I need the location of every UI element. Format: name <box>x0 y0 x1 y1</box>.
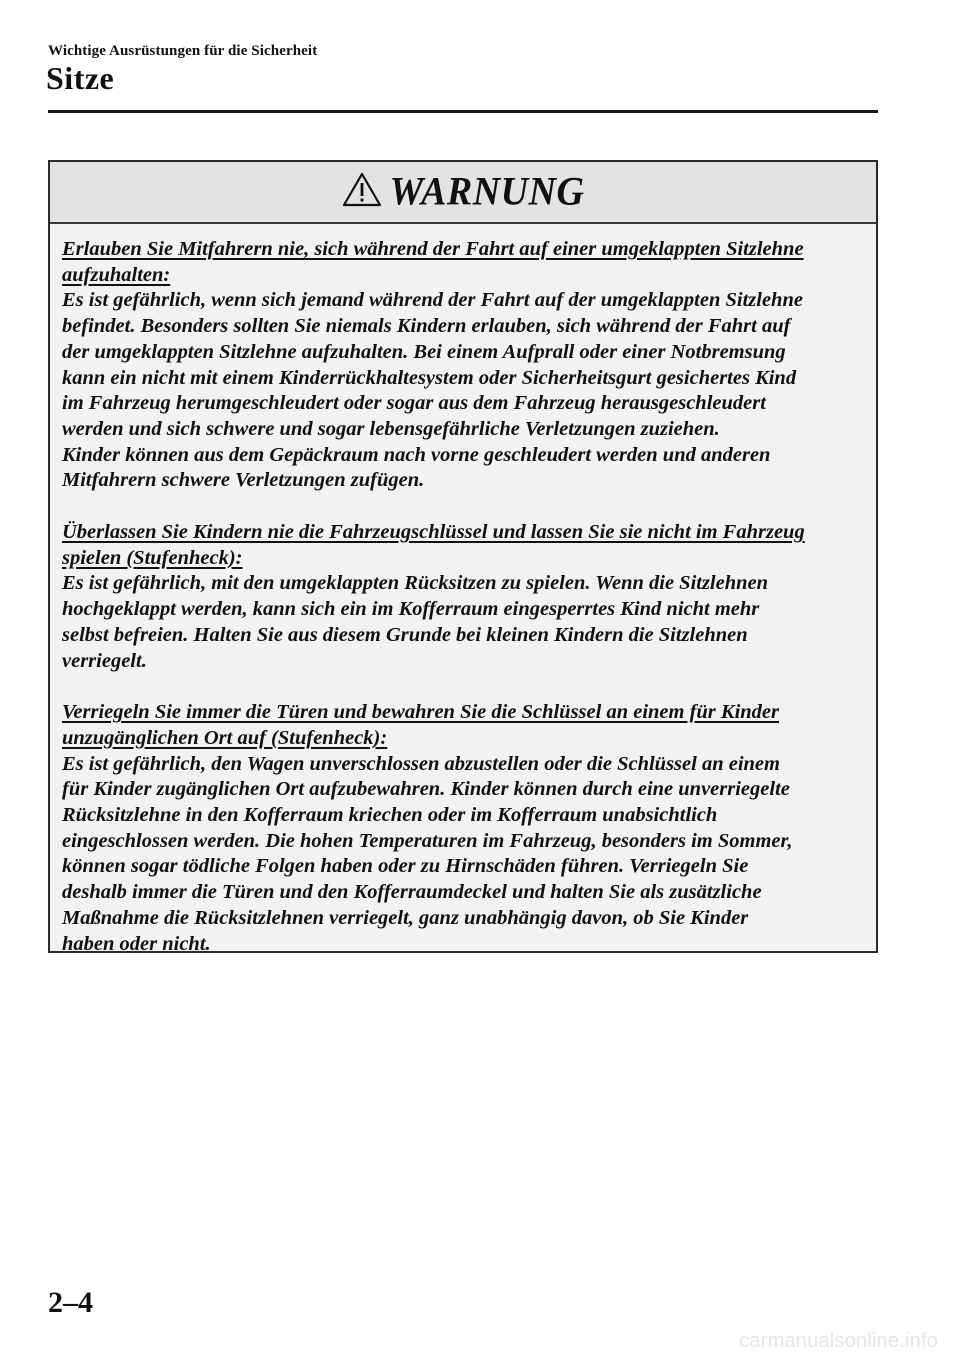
warning-text-line: befindet. Besonders sollten Sie niemals Kindern erlauben, sich während der Fahrt auf <box>62 315 791 338</box>
warning-text-line: im Fahrzeug herumgeschleudert oder sogar aus dem Fahrzeug herausgeschleudert <box>62 392 766 415</box>
warning-text-line: verriegelt. <box>62 649 147 672</box>
paragraph-gap <box>62 494 864 520</box>
warning-heading: Verriegeln Sie immer die Türen und bewahren Sie die Schlüssel an einem für Kinder unzugänglichen Ort auf (Stufenheck): <box>62 701 780 749</box>
warning-body <box>50 224 876 957</box>
warning-text-line: der umgeklappten Sitzlehne aufzuhalten. Bei einem Aufprall oder einer Notbremsung <box>62 340 786 363</box>
warning-text-line: Mitfahrern schwere Verletzungen zufügen. <box>62 469 425 492</box>
warning-text-line: für Kinder zugänglichen Ort aufzubewahren. Kinder können durch eine unverriegelte <box>62 778 790 801</box>
warning-text-line: selbst befreien. Halten Sie aus diesem Grunde bei kleinen Kindern die Sitzlehnen <box>62 623 748 646</box>
warning-heading: Erlauben Sie Mitfahrern nie, sich während der Fahrt auf einer umgeklappten Sitzlehne aufzuhalten: <box>62 238 804 286</box>
title-divider <box>48 110 878 113</box>
warning-text-line: eingeschlossen werden. Die hohen Temperaturen im Fahrzeug, besonders im Sommer, <box>62 829 793 852</box>
warning-text-line: werden und sich schwere und sogar lebensgefährliche Verletzungen zuziehen. <box>62 417 720 440</box>
page-number: 2–4 <box>48 1286 93 1319</box>
warning-text-line: kann ein nicht mit einem Kinderrückhaltesystem oder Sicherheitsgurt gesichertes Kind <box>62 366 797 389</box>
warning-text-line: Kinder können aus dem Gepäckraum nach vorne geschleudert werden und anderen <box>62 443 771 466</box>
warning-title: WARNUNG <box>389 169 585 215</box>
warning-text-line: Es ist gefährlich, mit den umgeklappten Rücksitzen zu spielen. Wenn die Sitzlehnen <box>62 572 769 595</box>
warning-triangle-icon <box>342 172 382 208</box>
section-label: Wichtige Ausrüstungen für die Sicherheit <box>48 43 318 59</box>
warning-text-line: Maßnahme die Rücksitzlehnen verriegelt, ganz unabhängig davon, ob Sie Kinder <box>62 906 749 929</box>
paragraph-gap <box>62 674 864 700</box>
warning-text-line: deshalb immer die Türen und den Kofferraumdeckel und halten Sie als zusätzliche <box>62 881 762 904</box>
warning-text-line: Rücksitzlehne in den Kofferraum kriechen oder im Kofferraum unabsichtlich <box>62 804 718 827</box>
watermark: carmanualsonline.info <box>739 1330 938 1352</box>
warning-header <box>50 162 876 224</box>
warning-text-line: können sogar tödliche Folgen haben oder zu Hirnschäden führen. Verriegeln Sie <box>62 855 749 878</box>
warning-box <box>48 160 878 953</box>
warning-text-line: Es ist gefährlich, den Wagen unverschlossen abzustellen oder die Schlüssel an einem <box>62 752 780 775</box>
page-title: Sitze <box>46 60 115 96</box>
warning-text-line: haben oder nicht. <box>62 932 211 955</box>
warning-text-line: Es ist gefährlich, wenn sich jemand während der Fahrt auf der umgeklappten Sitzlehne <box>62 289 803 312</box>
warning-heading: Überlassen Sie Kindern nie die Fahrzeugschlüssel und lassen Sie sie nicht im Fahrzeug spielen (Stufenheck): <box>62 521 805 569</box>
warning-text-line: hochgeklappt werden, kann sich ein im Kofferraum eingesperrtes Kind nicht mehr <box>62 598 760 621</box>
